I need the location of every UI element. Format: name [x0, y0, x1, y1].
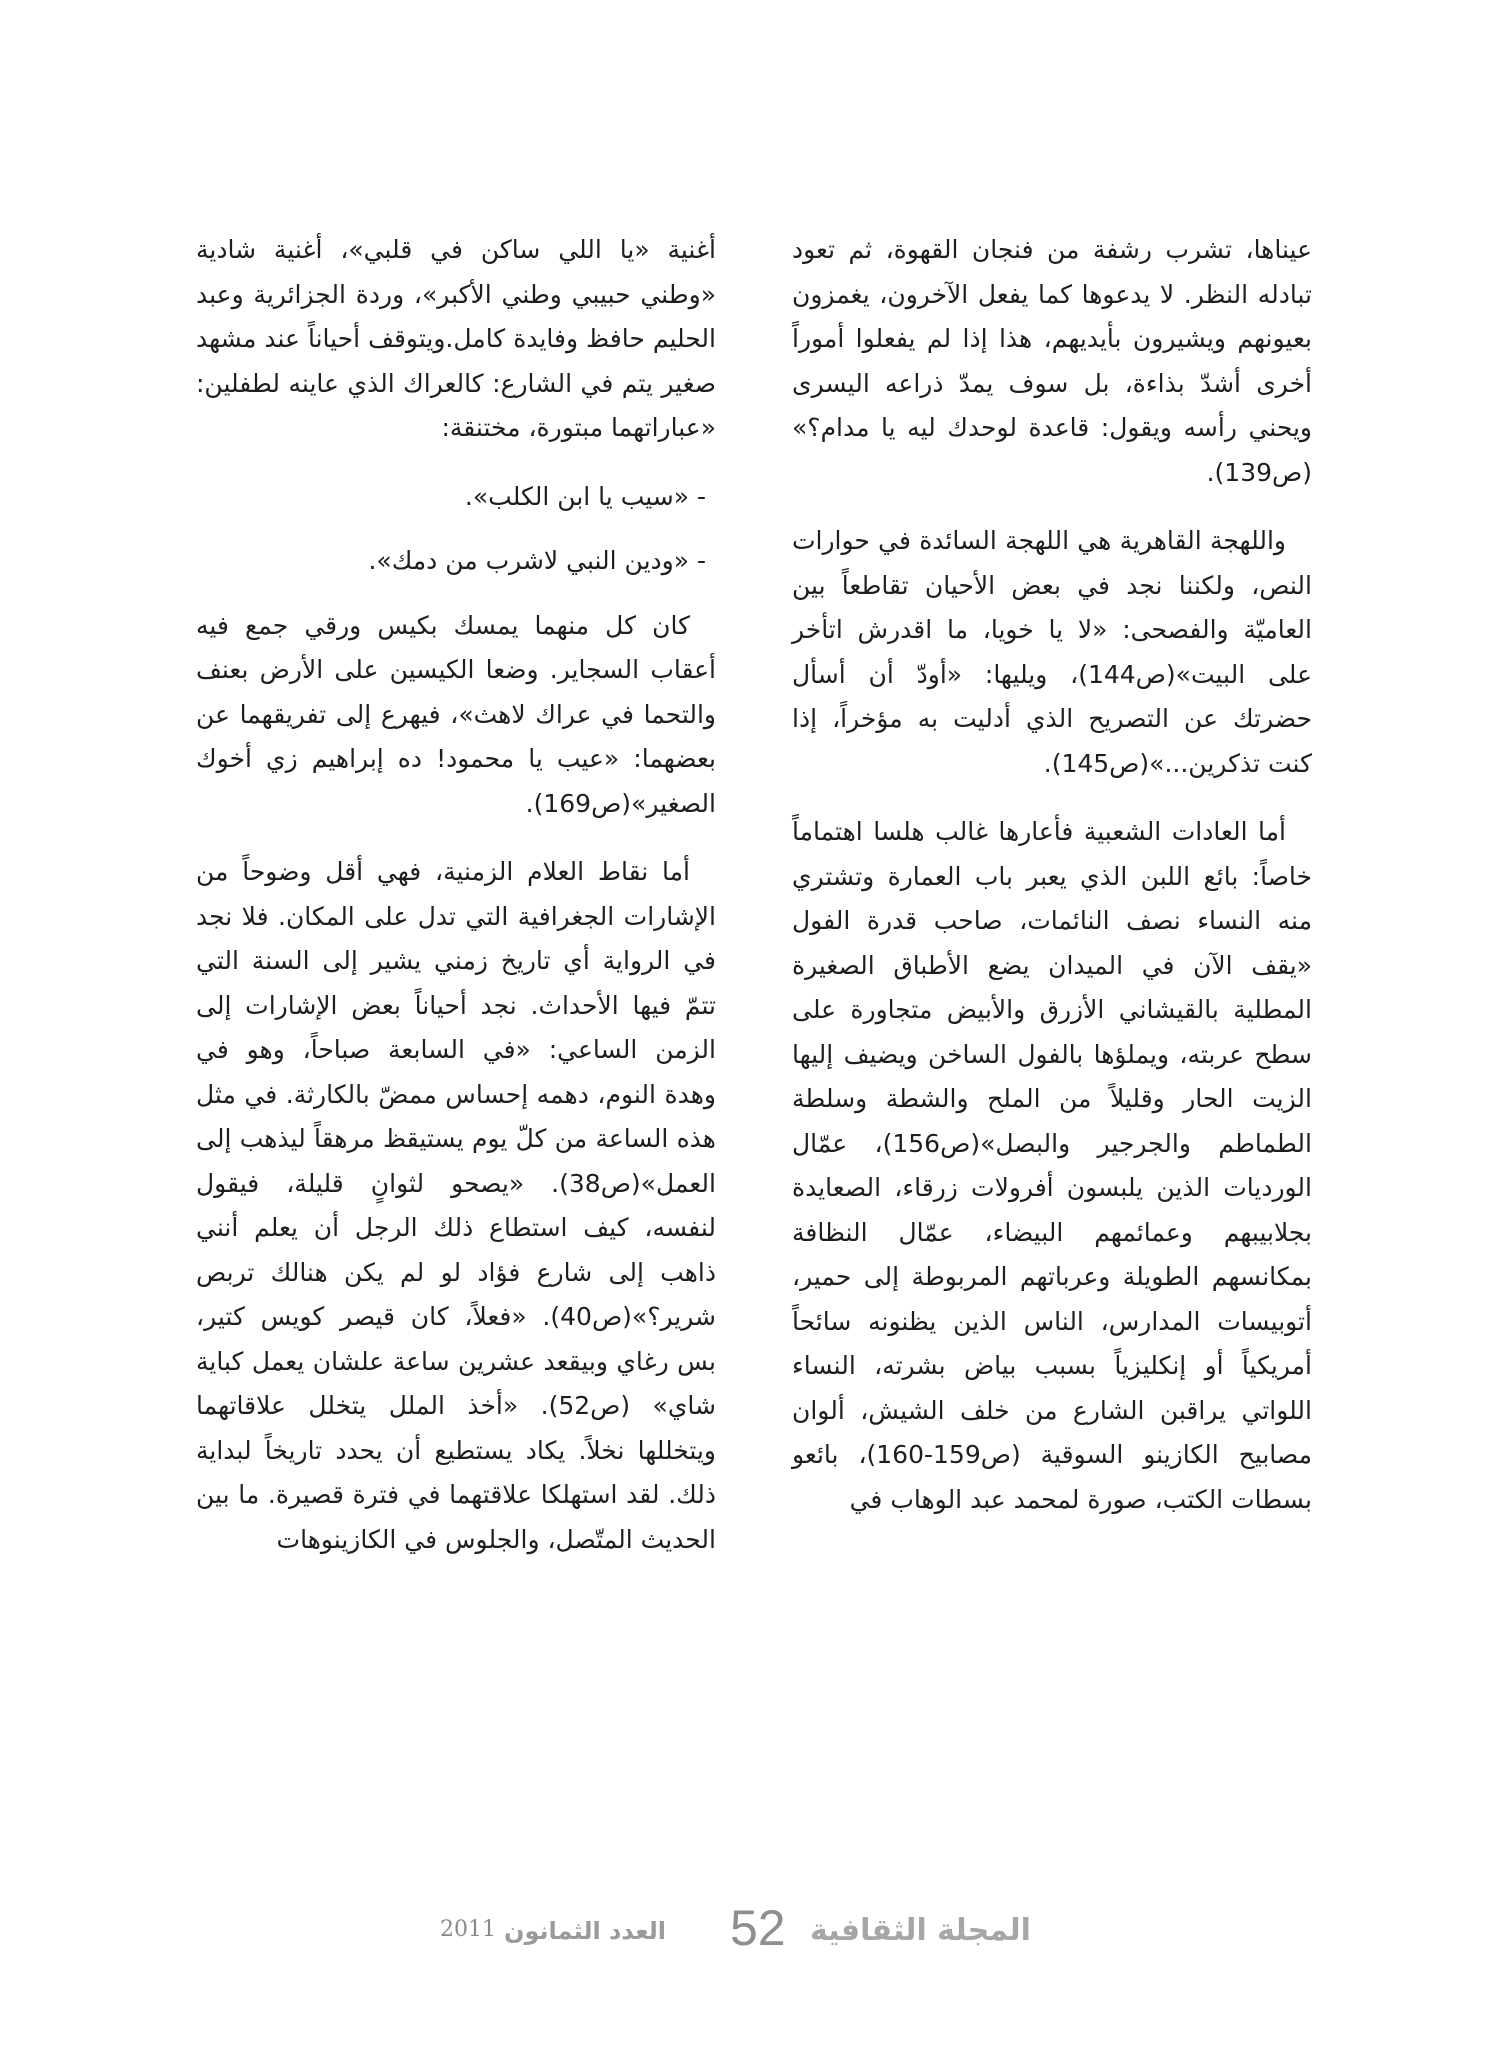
left-intro-paragraph: أغنية «يا اللي ساكن في قلبي»، أغنية شادية «وطني حبيبي وطني الأكبر»، وردة الجزائرية وعبد الحليم حافظ وفايدة كامل.ويتوقف أحياناً عند مشهد صغير يتم في الشارع: كالعراك الذي عاينه لطفلين: «عباراتهما مبتورة، مختنقة: [196, 235, 716, 442]
journal-title: المجلة الثقافية [810, 1913, 1031, 1948]
page-footer [440, 1895, 1100, 1955]
right-paragraph-3: أما العادات الشعبية فأعارها غالب هلسا اهتماماً خاصاً: بائع اللبن الذي يعبر باب العمارة وتشتري منه النساء نصف النائمات، صاحب قدرة الفول «يقف الآن في الميدان يضع الأطباق الصغيرة المطلية بالقيشاني الأزرق والأبيض متجاورة على سطح عربته، ويملؤها بالفول الساخن ويضيف إليها الزيت الحار وقليلاً من الملح والشطة وسلطة الطماطم والجرجير والبصل»(ص156)، عمّال الورديات الذين يلبسون أفرولات زرقاء، الصعايدة بجلابيبهم وعمائمهم البيضاء، عمّال النظافة بمكانسهم الطويلة وعرباتهم المربوطة إلى حمير، أتوبيسات المدارس، الناس الذين يظنونه سائحاً أمريكياً أو إنكليزياً بسبب بياض بشرته، النساء اللواتي يراقبن الشارع من خلف الشيش، ألوان مصابيح الكازينو السوقية (ص159-160)، بائعو بسطات الكتب، صورة لمحمد عبد الوهاب في [792, 817, 1312, 1514]
footer-year: 2011 [440, 1917, 496, 1942]
right-paragraph-2: واللهجة القاهرية هي اللهجة السائدة في حوارات النص، ولكننا نجد في بعض الأحيان تقاطعاً بين العاميّة والفصحى: «لا يا خويا، ما اقدرش اتأخر على البيت»(ص144)، ويليها: «أودّ أن أسأل حضرتك عن التصريح الذي أدليت به مؤخراً، إذا كنت تذكرين...»(ص145). [792, 526, 1312, 778]
left-paragraph-1: كان كل منهما يمسك بكيس ورقي جمع فيه أعقاب السجاير. وضعا الكيسين على الأرض بعنف والتحما في عراك لاهث»، فيهرع إلى تفريقهما عن بعضهما: «عيب يا محمود! ده إبراهيم زي أخوك الصغير»(ص169). [196, 610, 716, 818]
left-column [196, 228, 716, 1586]
dialog-line-2: - «ودين النبي لاشرب من دمك». [368, 546, 706, 575]
page-number: 52 [730, 1900, 786, 1956]
dialog-line-1: - «سيب يا ابن الكلب». [464, 481, 706, 511]
right-paragraph-1: عيناها، تشرب رشفة من فنجان القهوة، ثم تعود تبادله النظر. لا يدعوها كما يفعل الآخرون، يغمزون بعيونهم ويشيرون بأيديهم، هذا إذا لم يفعلوا أموراً أخرى أشدّ بذاءة، بل سوف يمدّ ذراعه اليسرى ويحني رأسه ويقول: قاعدة لوحدك ليه يا مدام؟» (ص139). [792, 235, 1312, 487]
footer-issue: العدد الثمانون [504, 1917, 666, 1945]
right-column [792, 228, 1312, 1546]
left-paragraph-2: أما نقاط العلام الزمنية، فهي أقل وضوحاً من الإشارات الجغرافية التي تدل على المكان. فلا نجد في الرواية أي تاريخ زمني يشير إلى السنة التي تتمّ فيها الأحداث. نجد أحياناً بعض الإشارات إلى الزمن الساعي: «في السابعة صباحاً، وهو في وهدة النوم، دهمه إحساس ممضّ بالكارثة. في مثل هذه الساعة من كلّ يوم يستيقظ مرهقاً ليذهب إلى العمل»(ص38). «يصحو لثوانٍ قليلة، فيقول لنفسه، كيف استطاع ذلك الرجل أن يعلم أنني ذاهب إلى شارع فؤاد لو لم يكن هنالك تربص شرير؟»(ص40). «فعلاً، كان قيصر كويس كتير، بس رغاي وبيقعد عشرين ساعة علشان يعمل كباية شاي» (ص52). «أخذ الملل يتخلل علاقاتهما ويتخللها نخلاً. يكاد يستطيع أن يحدد تاريخاً لبداية ذلك. لقد استهلكا علاقتهما في فترة قصيرة. ما بين الحديث المتّصل، والجلوس في الكازينوهات [196, 857, 716, 1554]
